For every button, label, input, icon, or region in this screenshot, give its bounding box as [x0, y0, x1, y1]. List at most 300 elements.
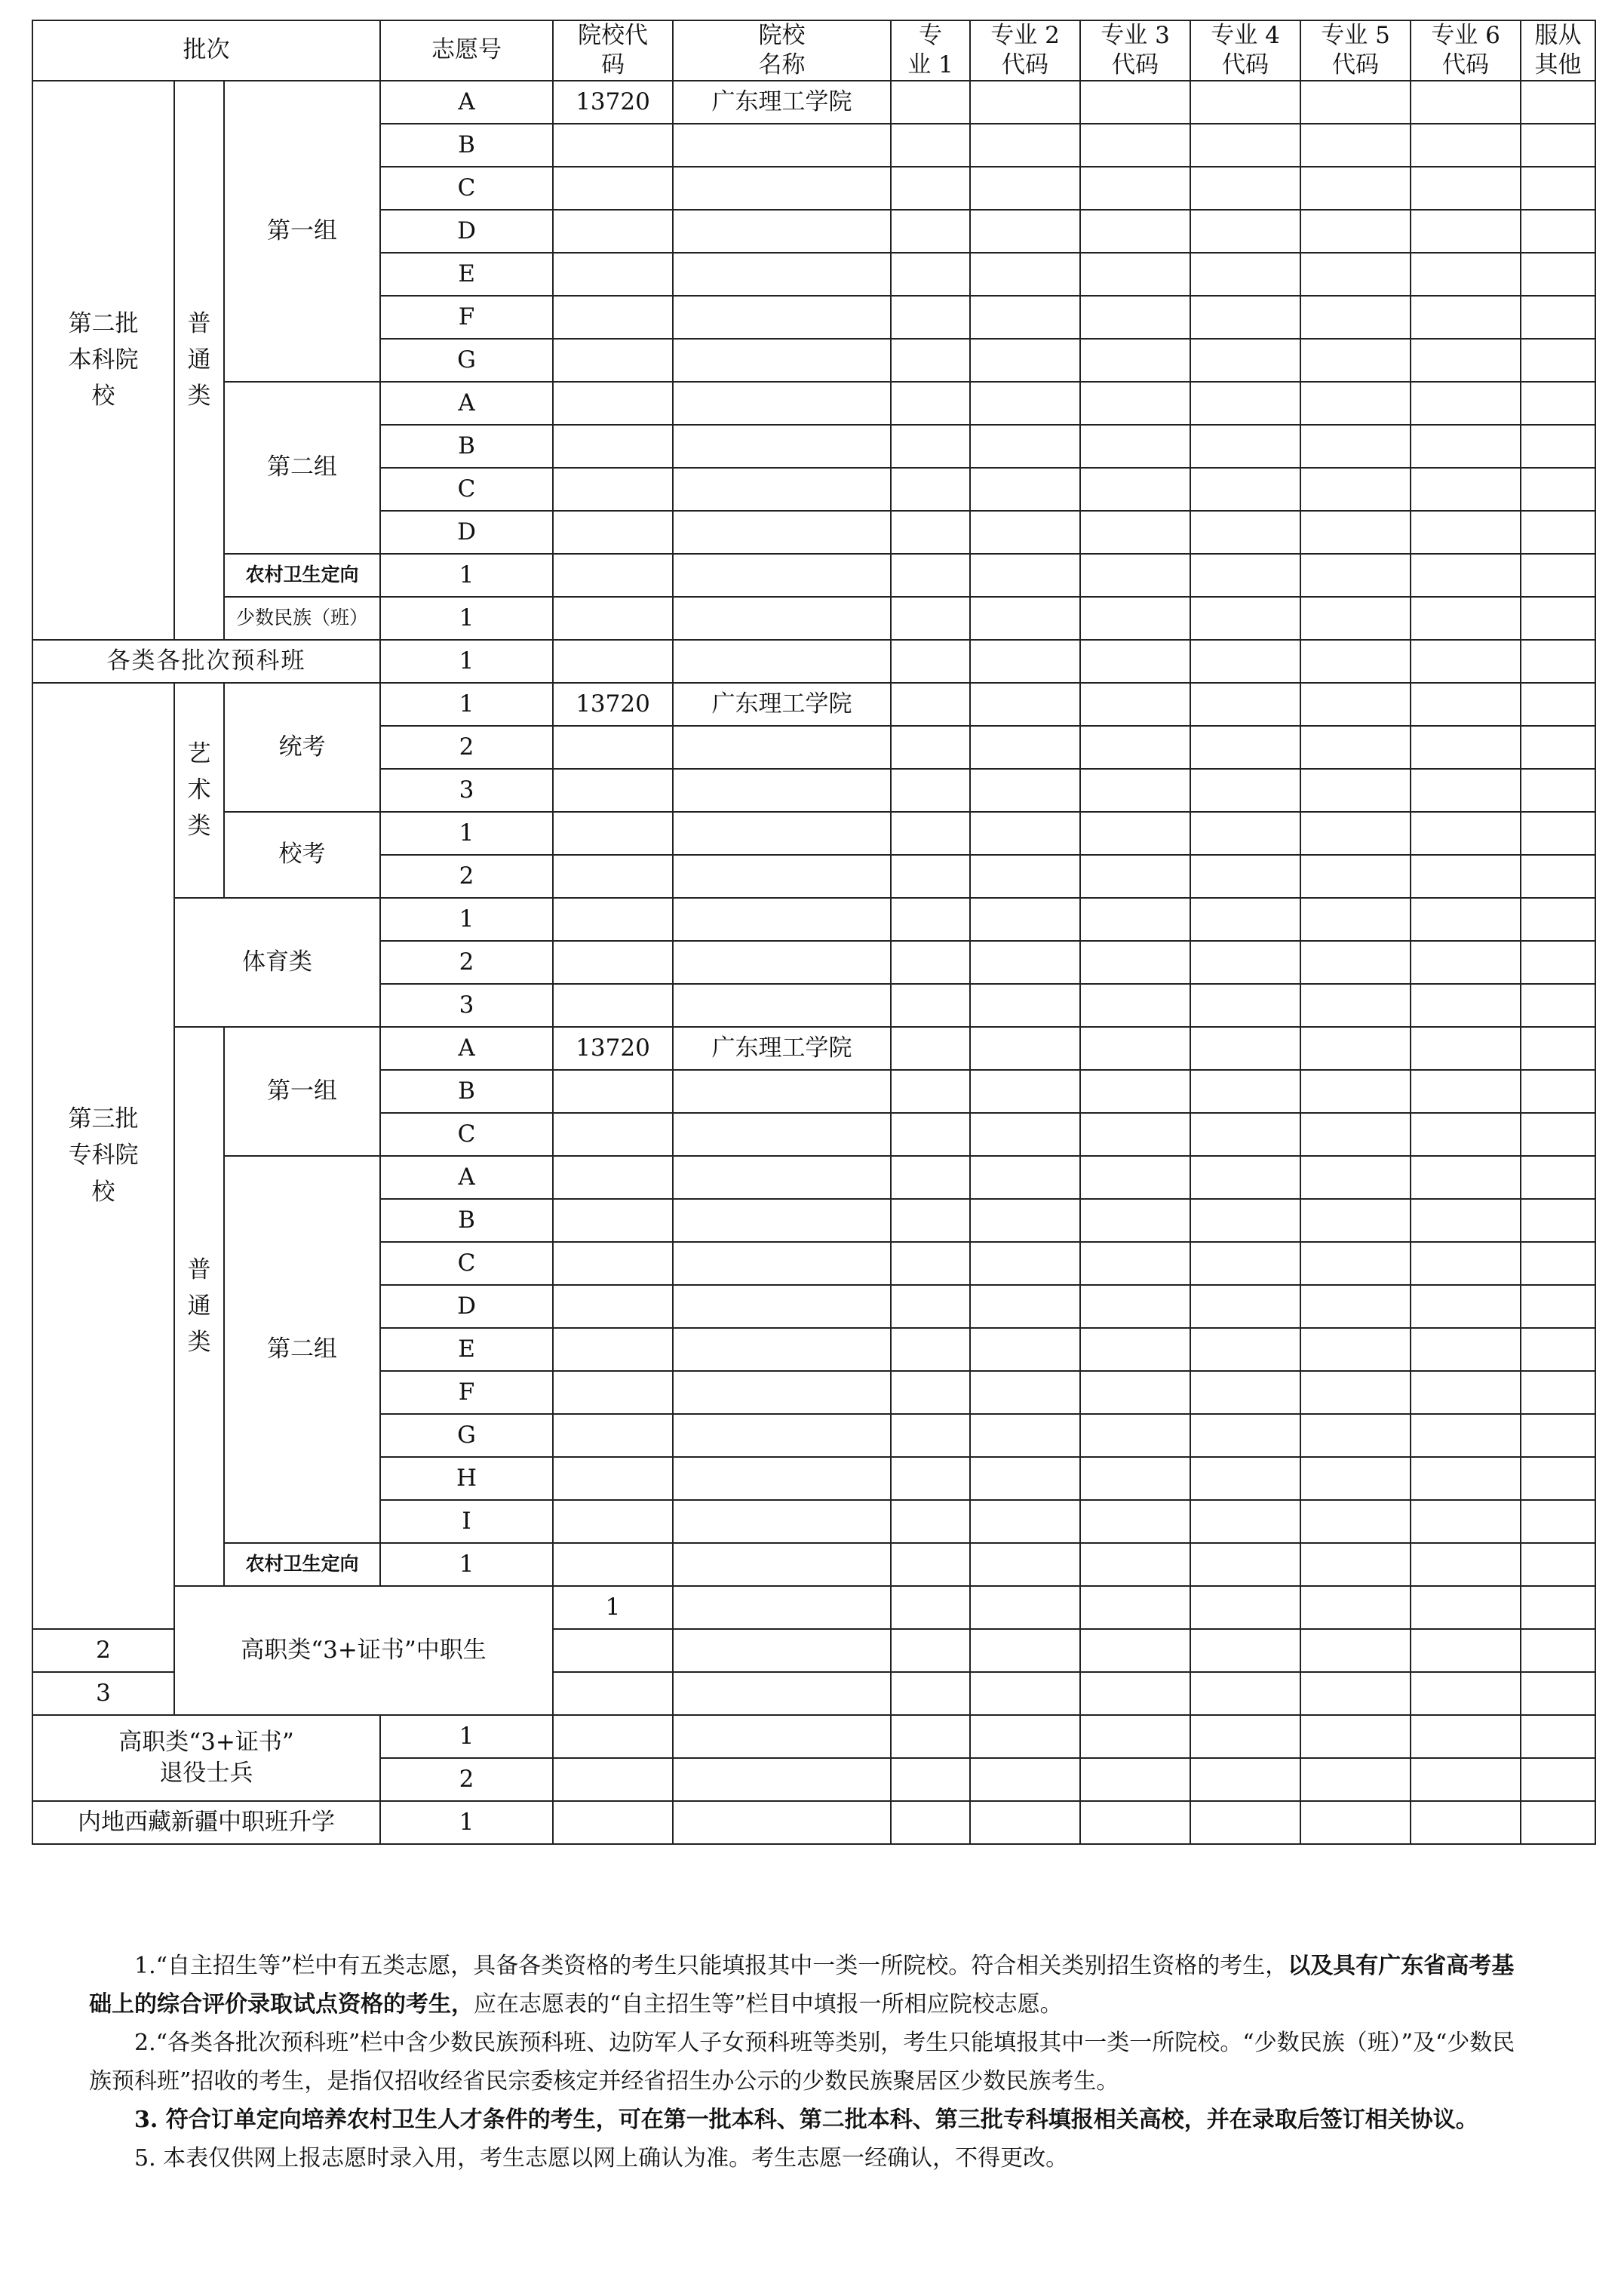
major5-cell[interactable]: [1300, 1027, 1411, 1070]
major4-cell[interactable]: [1190, 1113, 1300, 1156]
major6-cell[interactable]: [1411, 726, 1521, 769]
major4-cell[interactable]: [1190, 1758, 1300, 1801]
major5-cell[interactable]: [1300, 898, 1411, 941]
major5-cell[interactable]: [1300, 1328, 1411, 1371]
major2-cell[interactable]: [970, 1543, 1080, 1586]
major2-cell[interactable]: [970, 425, 1080, 468]
obey-cell[interactable]: [1521, 296, 1595, 339]
major5-cell[interactable]: [1300, 683, 1411, 726]
school-code-cell[interactable]: [553, 382, 673, 425]
school-code-cell[interactable]: 13720: [553, 683, 673, 726]
school-code-cell[interactable]: [553, 1715, 673, 1758]
major4-cell[interactable]: [1300, 1586, 1411, 1629]
major5-cell[interactable]: [1300, 1113, 1411, 1156]
major2-cell[interactable]: [970, 1371, 1080, 1414]
school-code-cell[interactable]: [553, 1371, 673, 1414]
major6-cell[interactable]: [1411, 769, 1521, 812]
major6-cell[interactable]: [1411, 81, 1521, 124]
major2-cell[interactable]: [970, 597, 1080, 640]
major3-cell[interactable]: [1080, 1328, 1190, 1371]
major6-cell[interactable]: [1411, 382, 1521, 425]
school-code-cell[interactable]: [553, 210, 673, 253]
school-code-cell[interactable]: 13720: [553, 81, 673, 124]
major1-cell[interactable]: [891, 339, 970, 382]
major3-cell[interactable]: [1080, 124, 1190, 167]
obey-cell[interactable]: [1521, 941, 1595, 984]
obey-cell[interactable]: [1521, 769, 1595, 812]
major3-cell[interactable]: [1080, 339, 1190, 382]
major5-cell[interactable]: [1300, 1801, 1411, 1844]
school-code-cell[interactable]: [553, 468, 673, 511]
major4-cell[interactable]: [1190, 640, 1300, 683]
major4-cell[interactable]: [1190, 1156, 1300, 1199]
obey-cell[interactable]: [1521, 468, 1595, 511]
major4-cell[interactable]: [1190, 941, 1300, 984]
major6-cell[interactable]: [1411, 425, 1521, 468]
school-code-cell[interactable]: [553, 1242, 673, 1285]
major2-cell[interactable]: [970, 1070, 1080, 1113]
major2-cell[interactable]: [970, 81, 1080, 124]
major4-cell[interactable]: [1190, 1414, 1300, 1457]
major3-cell[interactable]: [1080, 468, 1190, 511]
school-code-cell[interactable]: [553, 597, 673, 640]
major2-cell[interactable]: [970, 1457, 1080, 1500]
major1-cell[interactable]: [891, 167, 970, 210]
obey-cell[interactable]: [1521, 1500, 1595, 1543]
major3-cell[interactable]: [1080, 1070, 1190, 1113]
major3-cell[interactable]: [1080, 1801, 1190, 1844]
major6-cell[interactable]: [1411, 1285, 1521, 1328]
obey-cell[interactable]: [1521, 167, 1595, 210]
school-name-cell[interactable]: [673, 1715, 891, 1758]
major5-cell[interactable]: [1300, 339, 1411, 382]
major1-cell[interactable]: [970, 1586, 1080, 1629]
major5-cell[interactable]: [1300, 1629, 1411, 1672]
major5-cell[interactable]: [1300, 167, 1411, 210]
major1-cell[interactable]: [891, 984, 970, 1027]
major6-cell[interactable]: [1411, 1672, 1521, 1715]
major1-cell[interactable]: [891, 511, 970, 554]
obey-cell[interactable]: [1521, 1629, 1595, 1672]
major1-cell[interactable]: [891, 253, 970, 296]
major3-cell[interactable]: [1080, 1543, 1190, 1586]
major4-cell[interactable]: [1190, 210, 1300, 253]
major5-cell[interactable]: [1300, 1070, 1411, 1113]
major3-cell[interactable]: [1080, 640, 1190, 683]
major5-cell[interactable]: [1300, 1500, 1411, 1543]
major5-cell[interactable]: [1300, 1414, 1411, 1457]
major1-cell[interactable]: [891, 1070, 970, 1113]
school-code-cell[interactable]: [553, 855, 673, 898]
school-name-cell[interactable]: [673, 597, 891, 640]
major5-cell[interactable]: [1300, 296, 1411, 339]
major2-cell[interactable]: [970, 1500, 1080, 1543]
school-name-cell[interactable]: [673, 1328, 891, 1371]
major2-cell[interactable]: [1080, 1586, 1190, 1629]
major5-cell[interactable]: [1300, 1371, 1411, 1414]
school-name-cell[interactable]: [673, 855, 891, 898]
school-code-cell[interactable]: [553, 511, 673, 554]
school-name-cell[interactable]: [673, 1285, 891, 1328]
school-code-cell[interactable]: [553, 1414, 673, 1457]
major3-cell[interactable]: [1080, 1371, 1190, 1414]
major2-cell[interactable]: [970, 468, 1080, 511]
major6-cell[interactable]: [1411, 511, 1521, 554]
school-code-cell[interactable]: [553, 1113, 673, 1156]
major5-cell[interactable]: [1300, 253, 1411, 296]
school-name-cell[interactable]: [673, 1629, 891, 1672]
major3-cell[interactable]: [1080, 1242, 1190, 1285]
major6-cell[interactable]: [1411, 1027, 1521, 1070]
major2-cell[interactable]: [970, 769, 1080, 812]
major3-cell[interactable]: [1080, 253, 1190, 296]
major2-cell[interactable]: [970, 1801, 1080, 1844]
major4-cell[interactable]: [1190, 726, 1300, 769]
school-name-cell[interactable]: [673, 1371, 891, 1414]
major4-cell[interactable]: [1190, 898, 1300, 941]
major1-cell[interactable]: [891, 898, 970, 941]
major2-cell[interactable]: [970, 1242, 1080, 1285]
major1-cell[interactable]: [891, 1242, 970, 1285]
major4-cell[interactable]: [1190, 1371, 1300, 1414]
major6-cell[interactable]: [1411, 1328, 1521, 1371]
school-name-cell[interactable]: [673, 554, 891, 597]
obey-cell[interactable]: [1521, 1070, 1595, 1113]
major4-cell[interactable]: [1190, 253, 1300, 296]
obey-cell[interactable]: [1521, 1027, 1595, 1070]
obey-cell[interactable]: [1521, 554, 1595, 597]
major2-cell[interactable]: [970, 1629, 1080, 1672]
major6-cell[interactable]: [1411, 984, 1521, 1027]
major6-cell[interactable]: [1411, 1715, 1521, 1758]
major2-cell[interactable]: [970, 1672, 1080, 1715]
major5-cell[interactable]: [1411, 1586, 1521, 1629]
major4-cell[interactable]: [1190, 1500, 1300, 1543]
school-code-cell[interactable]: [553, 769, 673, 812]
major6-cell[interactable]: [1411, 1070, 1521, 1113]
obey-cell[interactable]: [1521, 1672, 1595, 1715]
major6-cell[interactable]: [1411, 1758, 1521, 1801]
major2-cell[interactable]: [970, 812, 1080, 855]
obey-cell[interactable]: [1521, 683, 1595, 726]
school-name-cell[interactable]: [673, 253, 891, 296]
school-name-cell[interactable]: [673, 726, 891, 769]
school-code-cell[interactable]: [553, 1457, 673, 1500]
major3-cell[interactable]: [1080, 812, 1190, 855]
obey-cell[interactable]: [1521, 1156, 1595, 1199]
school-name-cell[interactable]: [673, 984, 891, 1027]
major2-cell[interactable]: [970, 167, 1080, 210]
school-code-cell[interactable]: [553, 1285, 673, 1328]
major6-cell[interactable]: [1411, 554, 1521, 597]
major5-cell[interactable]: [1300, 1199, 1411, 1242]
major1-cell[interactable]: [891, 1414, 970, 1457]
major1-cell[interactable]: [891, 1715, 970, 1758]
major3-cell[interactable]: [1080, 1715, 1190, 1758]
major1-cell[interactable]: [891, 210, 970, 253]
major2-cell[interactable]: [970, 1758, 1080, 1801]
major2-cell[interactable]: [970, 124, 1080, 167]
school-name-cell[interactable]: [673, 1801, 891, 1844]
major4-cell[interactable]: [1190, 1543, 1300, 1586]
school-name-cell[interactable]: [673, 210, 891, 253]
major4-cell[interactable]: [1190, 683, 1300, 726]
obey-cell[interactable]: [1521, 1113, 1595, 1156]
school-code-cell[interactable]: [553, 1156, 673, 1199]
major3-cell[interactable]: [1080, 984, 1190, 1027]
school-code-cell[interactable]: 13720: [553, 1027, 673, 1070]
major1-cell[interactable]: [891, 1199, 970, 1242]
obey-cell[interactable]: [1521, 253, 1595, 296]
major1-cell[interactable]: [891, 1328, 970, 1371]
school-name-cell[interactable]: [673, 1070, 891, 1113]
major5-cell[interactable]: [1300, 597, 1411, 640]
school-name-cell[interactable]: [673, 769, 891, 812]
major5-cell[interactable]: [1300, 468, 1411, 511]
major4-cell[interactable]: [1190, 812, 1300, 855]
major5-cell[interactable]: [1300, 984, 1411, 1027]
major3-cell[interactable]: [1080, 1414, 1190, 1457]
major3-cell[interactable]: [1080, 683, 1190, 726]
major1-cell[interactable]: [891, 769, 970, 812]
major6-cell[interactable]: [1411, 597, 1521, 640]
major2-cell[interactable]: [970, 726, 1080, 769]
major2-cell[interactable]: [970, 1328, 1080, 1371]
major5-cell[interactable]: [1300, 726, 1411, 769]
major1-cell[interactable]: [891, 1027, 970, 1070]
major4-cell[interactable]: [1190, 167, 1300, 210]
obey-cell[interactable]: [1521, 124, 1595, 167]
obey-cell[interactable]: [1521, 640, 1595, 683]
major6-cell[interactable]: [1411, 167, 1521, 210]
major6-cell[interactable]: [1411, 1629, 1521, 1672]
major1-cell[interactable]: [891, 1672, 970, 1715]
obey-cell[interactable]: [1521, 1801, 1595, 1844]
obey-cell[interactable]: [1521, 1285, 1595, 1328]
major3-cell[interactable]: [1080, 1199, 1190, 1242]
major5-cell[interactable]: [1300, 640, 1411, 683]
major3-cell[interactable]: [1080, 167, 1190, 210]
school-name-cell[interactable]: [673, 296, 891, 339]
school-name-cell[interactable]: [673, 1457, 891, 1500]
major5-cell[interactable]: [1300, 81, 1411, 124]
major4-cell[interactable]: [1190, 1715, 1300, 1758]
school-code-cell[interactable]: [553, 1801, 673, 1844]
major6-cell[interactable]: [1411, 339, 1521, 382]
major6-cell[interactable]: [1411, 1801, 1521, 1844]
school-code-cell[interactable]: [553, 1629, 673, 1672]
obey-cell[interactable]: [1521, 1543, 1595, 1586]
obey-cell[interactable]: [1521, 210, 1595, 253]
major4-cell[interactable]: [1190, 1801, 1300, 1844]
major2-cell[interactable]: [970, 984, 1080, 1027]
school-code-cell[interactable]: [553, 898, 673, 941]
major6-cell[interactable]: [1411, 1500, 1521, 1543]
major2-cell[interactable]: [970, 210, 1080, 253]
major3-cell[interactable]: [1080, 1758, 1190, 1801]
major1-cell[interactable]: [891, 597, 970, 640]
obey-cell[interactable]: [1521, 382, 1595, 425]
major4-cell[interactable]: [1190, 81, 1300, 124]
school-name-cell[interactable]: 广东理工学院: [673, 81, 891, 124]
major3-cell[interactable]: [1080, 425, 1190, 468]
obey-cell[interactable]: [1521, 1715, 1595, 1758]
major3-cell[interactable]: [1080, 1113, 1190, 1156]
school-name-cell[interactable]: [673, 124, 891, 167]
major4-cell[interactable]: [1190, 1457, 1300, 1500]
obey-cell[interactable]: [1521, 1242, 1595, 1285]
school-code-cell[interactable]: [553, 425, 673, 468]
major3-cell[interactable]: [1080, 898, 1190, 941]
school-name-cell[interactable]: 广东理工学院: [673, 1027, 891, 1070]
major3-cell[interactable]: [1080, 1027, 1190, 1070]
school-code-cell[interactable]: [553, 1758, 673, 1801]
school-code-cell[interactable]: [553, 1500, 673, 1543]
major2-cell[interactable]: [970, 941, 1080, 984]
major3-cell[interactable]: [1080, 1500, 1190, 1543]
major3-cell[interactable]: [1080, 1285, 1190, 1328]
major2-cell[interactable]: [970, 1285, 1080, 1328]
major6-cell[interactable]: [1411, 1113, 1521, 1156]
major4-cell[interactable]: [1190, 984, 1300, 1027]
school-name-cell[interactable]: [673, 1758, 891, 1801]
major4-cell[interactable]: [1190, 1027, 1300, 1070]
major1-cell[interactable]: [891, 1758, 970, 1801]
school-name-cell[interactable]: [673, 1543, 891, 1586]
major1-cell[interactable]: [891, 726, 970, 769]
school-name-cell[interactable]: [673, 382, 891, 425]
major1-cell[interactable]: [891, 1371, 970, 1414]
major6-cell[interactable]: [1411, 124, 1521, 167]
major2-cell[interactable]: [970, 1027, 1080, 1070]
major4-cell[interactable]: [1190, 468, 1300, 511]
obey-cell[interactable]: [1521, 511, 1595, 554]
major2-cell[interactable]: [970, 511, 1080, 554]
major5-cell[interactable]: [1300, 382, 1411, 425]
major6-cell[interactable]: [1411, 855, 1521, 898]
school-code-cell[interactable]: [553, 1199, 673, 1242]
major6-cell[interactable]: [1411, 1414, 1521, 1457]
major4-cell[interactable]: [1190, 124, 1300, 167]
major2-cell[interactable]: [970, 855, 1080, 898]
school-name-cell[interactable]: [673, 1500, 891, 1543]
major1-cell[interactable]: [891, 1285, 970, 1328]
major2-cell[interactable]: [970, 1414, 1080, 1457]
major2-cell[interactable]: [970, 554, 1080, 597]
school-name-cell[interactable]: [673, 1199, 891, 1242]
school-code-cell[interactable]: [553, 1328, 673, 1371]
major5-cell[interactable]: [1300, 210, 1411, 253]
major6-cell[interactable]: [1411, 640, 1521, 683]
major1-cell[interactable]: [891, 1543, 970, 1586]
major4-cell[interactable]: [1190, 1285, 1300, 1328]
obey-cell[interactable]: [1521, 726, 1595, 769]
school-code-cell[interactable]: [553, 726, 673, 769]
major4-cell[interactable]: [1190, 1328, 1300, 1371]
major6-cell[interactable]: [1411, 468, 1521, 511]
school-code-cell[interactable]: [553, 339, 673, 382]
major3-cell[interactable]: [1080, 1629, 1190, 1672]
obey-cell[interactable]: [1521, 855, 1595, 898]
major2-cell[interactable]: [970, 382, 1080, 425]
major3-cell[interactable]: [1190, 1586, 1300, 1629]
major2-cell[interactable]: [970, 640, 1080, 683]
major1-cell[interactable]: [891, 941, 970, 984]
major2-cell[interactable]: [970, 1113, 1080, 1156]
major5-cell[interactable]: [1300, 425, 1411, 468]
major4-cell[interactable]: [1190, 769, 1300, 812]
major2-cell[interactable]: [970, 339, 1080, 382]
school-code-cell[interactable]: [553, 640, 673, 683]
school-code-cell[interactable]: [553, 167, 673, 210]
major5-cell[interactable]: [1300, 941, 1411, 984]
obey-cell[interactable]: [1521, 898, 1595, 941]
major6-cell[interactable]: [1521, 1586, 1595, 1629]
major4-cell[interactable]: [1190, 1070, 1300, 1113]
major4-cell[interactable]: [1190, 1672, 1300, 1715]
major5-cell[interactable]: [1300, 812, 1411, 855]
major3-cell[interactable]: [1080, 81, 1190, 124]
school-name-cell[interactable]: [673, 640, 891, 683]
school-name-cell[interactable]: [891, 1586, 970, 1629]
school-code-cell[interactable]: [553, 984, 673, 1027]
school-name-cell[interactable]: [673, 812, 891, 855]
major3-cell[interactable]: [1080, 769, 1190, 812]
major4-cell[interactable]: [1190, 1629, 1300, 1672]
major5-cell[interactable]: [1300, 769, 1411, 812]
major2-cell[interactable]: [970, 1199, 1080, 1242]
major5-cell[interactable]: [1300, 1758, 1411, 1801]
major6-cell[interactable]: [1411, 683, 1521, 726]
major2-cell[interactable]: [970, 1156, 1080, 1199]
major4-cell[interactable]: [1190, 382, 1300, 425]
major2-cell[interactable]: [970, 1715, 1080, 1758]
major3-cell[interactable]: [1080, 726, 1190, 769]
obey-cell[interactable]: [1521, 1199, 1595, 1242]
major2-cell[interactable]: [970, 296, 1080, 339]
school-code-cell[interactable]: [553, 296, 673, 339]
school-code-cell[interactable]: [553, 812, 673, 855]
school-name-cell[interactable]: [673, 1414, 891, 1457]
school-code-cell[interactable]: [553, 1672, 673, 1715]
school-name-cell[interactable]: [673, 1113, 891, 1156]
major1-cell[interactable]: [891, 382, 970, 425]
major1-cell[interactable]: [891, 1113, 970, 1156]
school-code-cell[interactable]: [553, 941, 673, 984]
major3-cell[interactable]: [1080, 296, 1190, 339]
major4-cell[interactable]: [1190, 855, 1300, 898]
major5-cell[interactable]: [1300, 1715, 1411, 1758]
major4-cell[interactable]: [1190, 1199, 1300, 1242]
school-code-cell[interactable]: [673, 1586, 891, 1629]
major1-cell[interactable]: [891, 296, 970, 339]
major6-cell[interactable]: [1411, 1199, 1521, 1242]
major6-cell[interactable]: [1411, 1242, 1521, 1285]
major1-cell[interactable]: [891, 812, 970, 855]
major5-cell[interactable]: [1300, 1285, 1411, 1328]
major5-cell[interactable]: [1300, 1543, 1411, 1586]
school-name-cell[interactable]: [673, 468, 891, 511]
major6-cell[interactable]: [1411, 898, 1521, 941]
school-name-cell[interactable]: [673, 1242, 891, 1285]
major5-cell[interactable]: [1300, 554, 1411, 597]
obey-cell[interactable]: [1521, 1414, 1595, 1457]
school-name-cell[interactable]: [673, 898, 891, 941]
school-name-cell[interactable]: 广东理工学院: [673, 683, 891, 726]
major2-cell[interactable]: [970, 253, 1080, 296]
major1-cell[interactable]: [891, 1629, 970, 1672]
major4-cell[interactable]: [1190, 425, 1300, 468]
